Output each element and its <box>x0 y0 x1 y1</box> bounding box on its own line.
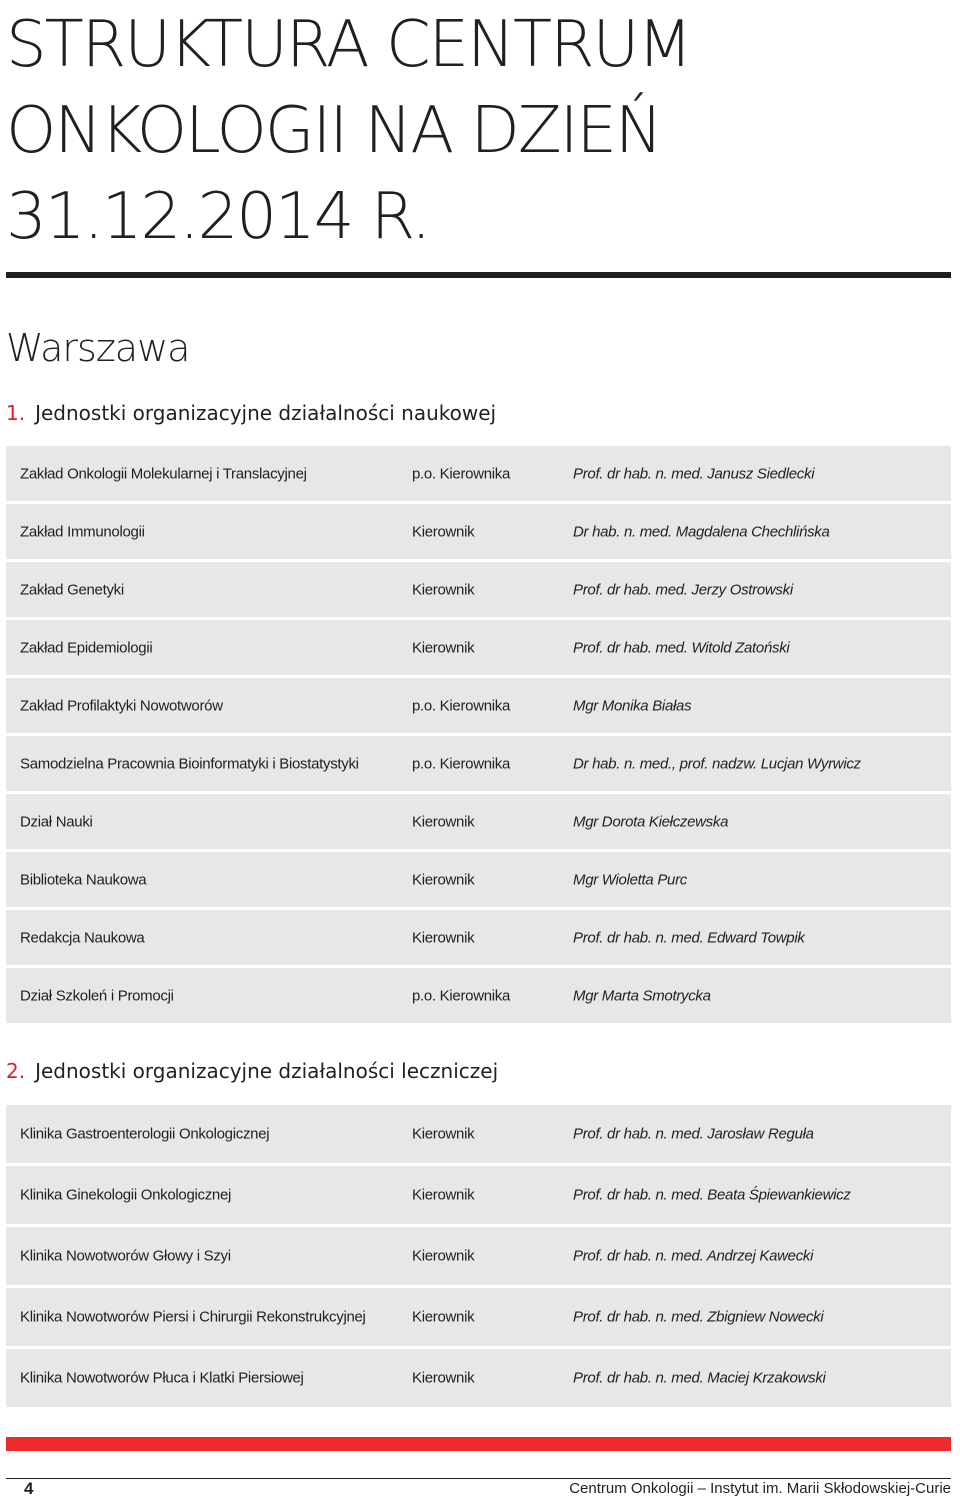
section-title: Jednostki organizacyjne działalności leczniczej <box>35 1059 499 1083</box>
section-heading-research <box>6 400 496 426</box>
section-number: 1. <box>6 401 26 425</box>
footer-institution: Centrum Onkologii – Instytut im. Marii Skłodowskiej-Curie <box>569 1480 951 1497</box>
person-name: Mgr Wioletta Purc <box>573 871 687 888</box>
unit-name: Dział Szkoleń i Promocji <box>20 987 174 1004</box>
research-units-table <box>6 446 951 1026</box>
person-name: Prof. dr hab. n. med. Beata Śpiewankiewicz <box>573 1186 851 1204</box>
page-number: 4 <box>24 1479 34 1498</box>
table-row <box>6 910 951 965</box>
person-name: Prof. dr hab. n. med. Zbigniew Nowecki <box>573 1308 824 1326</box>
title-line: 31.12.2014 R. <box>6 180 430 254</box>
unit-name: Biblioteka Naukowa <box>20 871 147 888</box>
role-label: p.o. Kierownika <box>412 697 511 714</box>
table-row <box>6 620 951 675</box>
role-label: p.o. Kierownika <box>412 465 511 482</box>
footer-accent-bar <box>6 1437 951 1451</box>
unit-name: Klinika Ginekologii Onkologicznej <box>20 1186 232 1204</box>
title-line: ONKOLOGII NA DZIEŃ <box>6 94 661 168</box>
table-row <box>6 794 951 849</box>
table-row <box>6 678 951 733</box>
person-name: Prof. dr hab. n. med. Jarosław Reguła <box>573 1125 814 1143</box>
footer-divider <box>6 1478 951 1479</box>
table-row <box>6 852 951 907</box>
unit-name: Zakład Immunologii <box>20 523 145 540</box>
table-row <box>6 1105 951 1163</box>
unit-name: Zakład Epidemiologii <box>20 639 153 656</box>
person-name: Prof. dr hab. n. med. Janusz Siedlecki <box>573 465 815 482</box>
title-line: STRUKTURA CENTRUM <box>6 8 691 82</box>
unit-name: Zakład Profilaktyki Nowotworów <box>20 697 223 714</box>
person-name: Dr hab. n. med., prof. nadzw. Lucjan Wyrwicz <box>573 755 861 772</box>
role-label: p.o. Kierownika <box>412 987 511 1004</box>
role-label: Kierownik <box>412 1186 475 1204</box>
person-name: Prof. dr hab. med. Witold Zatoński <box>573 639 790 656</box>
table-row <box>6 504 951 559</box>
role-label: Kierownik <box>412 639 475 656</box>
role-label: Kierownik <box>412 813 475 830</box>
table-row <box>6 736 951 791</box>
person-name: Mgr Marta Smotrycka <box>573 987 711 1004</box>
unit-name: Klinika Nowotworów Płuca i Klatki Piersiowej <box>20 1369 304 1387</box>
role-label: Kierownik <box>412 1247 475 1265</box>
person-name: Dr hab. n. med. Magdalena Chechlińska <box>573 523 830 540</box>
table-row <box>6 562 951 617</box>
person-name: Prof. dr hab. n. med. Maciej Krzakowski <box>573 1369 826 1387</box>
unit-name: Redakcja Naukowa <box>20 929 145 946</box>
unit-name: Samodzielna Pracownia Bioinformatyki i Biostatystyki <box>20 755 359 772</box>
role-label: Kierownik <box>412 581 475 598</box>
unit-name: Dział Nauki <box>20 813 93 830</box>
city-heading: Warszawa <box>6 326 190 370</box>
role-label: Kierownik <box>412 1369 475 1387</box>
table-row <box>6 1166 951 1224</box>
person-name: Mgr Dorota Kiełczewska <box>573 813 729 830</box>
unit-name: Klinika Nowotworów Piersi i Chirurgii Rekonstrukcyjnej <box>20 1308 366 1326</box>
unit-name: Klinika Nowotworów Głowy i Szyi <box>20 1247 231 1265</box>
clinical-units-table <box>6 1105 951 1410</box>
table-row <box>6 446 951 501</box>
role-label: Kierownik <box>412 929 475 946</box>
person-name: Prof. dr hab. n. med. Edward Towpik <box>573 929 805 946</box>
table-row <box>6 1288 951 1346</box>
unit-name: Zakład Genetyki <box>20 581 124 598</box>
role-label: Kierownik <box>412 1308 475 1326</box>
section-number: 2. <box>6 1059 26 1083</box>
person-name: Prof. dr hab. n. med. Andrzej Kawecki <box>573 1247 814 1265</box>
role-label: Kierownik <box>412 523 475 540</box>
role-label: Kierownik <box>412 871 475 888</box>
unit-name: Klinika Gastroenterologii Onkologicznej <box>20 1125 270 1143</box>
table-row <box>6 968 951 1023</box>
role-label: p.o. Kierownika <box>412 755 511 772</box>
section-heading-clinical <box>6 1058 498 1084</box>
table-row <box>6 1227 951 1285</box>
section-title: Jednostki organizacyjne działalności naukowej <box>35 401 497 425</box>
page-title <box>6 2 906 260</box>
table-row <box>6 1349 951 1407</box>
person-name: Prof. dr hab. med. Jerzy Ostrowski <box>573 581 793 598</box>
role-label: Kierownik <box>412 1125 475 1143</box>
unit-name: Zakład Onkologii Molekularnej i Translacyjnej <box>20 465 307 482</box>
person-name: Mgr Monika Białas <box>573 697 692 714</box>
title-divider <box>6 272 951 278</box>
